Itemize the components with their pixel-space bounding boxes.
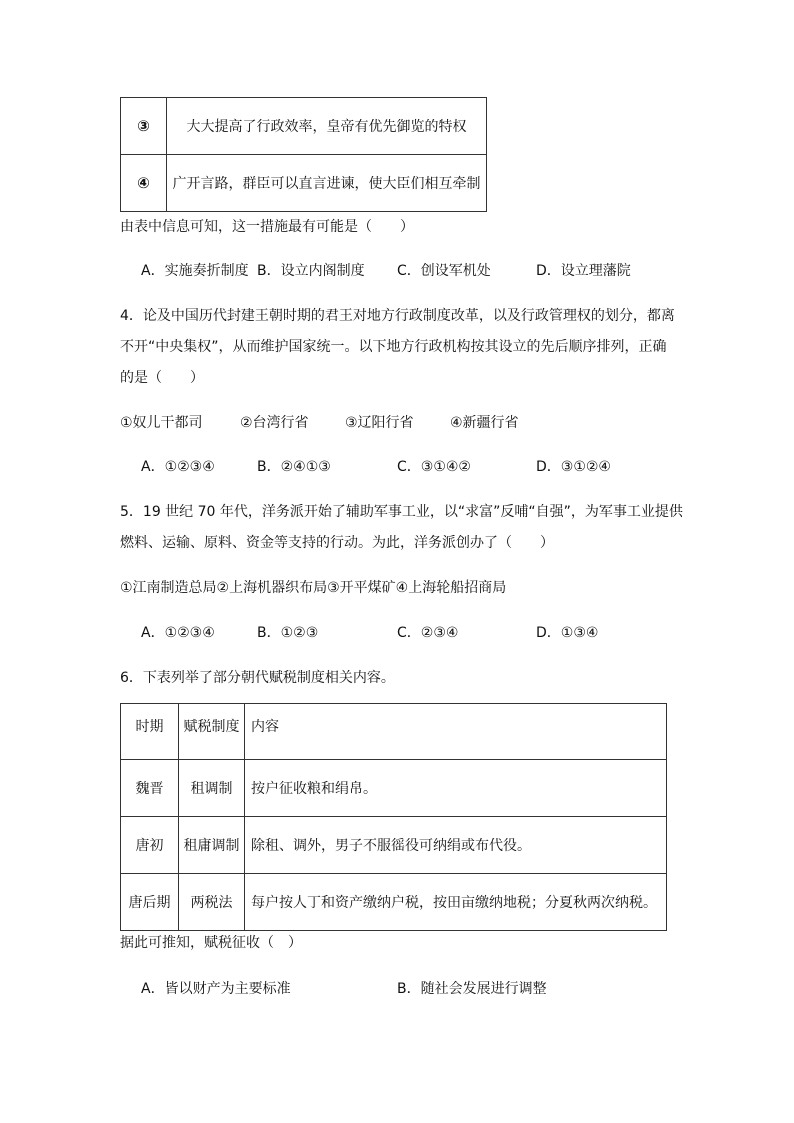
- cell-content: 除租、调外，男子不服徭役可纳绢或布代役。: [245, 817, 667, 874]
- cell-system: 两税法: [179, 874, 245, 931]
- cell-content: 按户征收粮和绢帛。: [245, 760, 667, 817]
- q5-option-a[interactable]: A．①②③④: [141, 625, 215, 641]
- row-number: ④: [121, 155, 167, 212]
- table-row: [121, 155, 487, 212]
- cell-period: 魏晋: [121, 760, 179, 817]
- cell-period: 唐后期: [121, 874, 179, 931]
- q6-followup: 据此可推知，赋税征收（ ）: [120, 935, 302, 951]
- table-row: [121, 817, 667, 874]
- q6-option-a[interactable]: A．皆以财产为主要标准: [141, 981, 291, 997]
- q4-stem-line-2: 不开“中央集权”，从而维护国家统一。以下地方行政机构按其设立的先后顺序排列，正确: [120, 339, 667, 355]
- q4-item-4: ④新疆行省: [450, 415, 519, 431]
- table-row: [121, 760, 667, 817]
- q4-option-b[interactable]: B．②④①③: [257, 459, 331, 475]
- cell-period: 唐初: [121, 817, 179, 874]
- q4-stem-line-3: 的是（ ）: [120, 370, 204, 386]
- row-number: ③: [121, 98, 167, 155]
- q4-option-c[interactable]: C．③①④②: [397, 459, 471, 475]
- q3-option-d[interactable]: D．设立理藩院: [536, 263, 631, 279]
- table-header-row: [121, 704, 667, 760]
- measures-table: [120, 97, 487, 212]
- header-period: 时期: [121, 704, 179, 760]
- q3-option-b[interactable]: B．设立内阁制度: [257, 263, 365, 279]
- q4-item-2: ②台湾行省: [240, 415, 309, 431]
- table-row: [121, 874, 667, 931]
- cell-system: 租庸调制: [179, 817, 245, 874]
- q3-option-c[interactable]: C．创设军机处: [397, 263, 491, 279]
- q5-option-b[interactable]: B．①②③: [257, 625, 319, 641]
- q6-stem: 6．下表列举了部分朝代赋税制度相关内容。: [120, 670, 395, 686]
- header-system: 赋税制度: [179, 704, 245, 760]
- q3-option-a[interactable]: A．实施奏折制度: [141, 263, 249, 279]
- q3-stem: 由表中信息可知，这一措施最有可能是（ ）: [120, 219, 414, 235]
- q4-item-3: ③辽阳行省: [345, 415, 414, 431]
- table-row: [121, 98, 487, 155]
- q4-option-d[interactable]: D．③①②④: [536, 459, 611, 475]
- cell-system: 租调制: [179, 760, 245, 817]
- q6-option-b[interactable]: B．随社会发展进行调整: [397, 981, 547, 997]
- row-text: 广开言路，群臣可以直言进谏，使大臣们相互牵制: [167, 155, 487, 212]
- q5-option-d[interactable]: D．①③④: [536, 625, 599, 641]
- q5-stem-line-2: 燃料、运输、原料、资金等支持的行动。为此，洋务派创办了（ ）: [120, 535, 554, 551]
- header-content: 内容: [245, 704, 667, 760]
- q5-items: ①江南制造总局②上海机器织布局③开平煤矿④上海轮船招商局: [120, 580, 507, 596]
- tax-table: [120, 703, 667, 931]
- q4-option-a[interactable]: A．①②③④: [141, 459, 215, 475]
- row-text: 大大提高了行政效率，皇帝有优先御览的特权: [167, 98, 487, 155]
- cell-content: 每户按人丁和资产缴纳户税，按田亩缴纳地税；分夏秋两次纳税。: [245, 874, 667, 931]
- q5-stem-line-1: 5．19 世纪 70 年代，洋务派开始了辅助军事工业，以“求富”反哺“自强”，为军事工业提供: [120, 504, 683, 520]
- q4-stem-line-1: 4．论及中国历代封建王朝时期的君王对地方行政制度改革，以及行政管理权的划分，都离: [120, 308, 675, 324]
- q4-item-1: ①奴儿干都司: [120, 415, 203, 431]
- q5-option-c[interactable]: C．②③④: [397, 625, 459, 641]
